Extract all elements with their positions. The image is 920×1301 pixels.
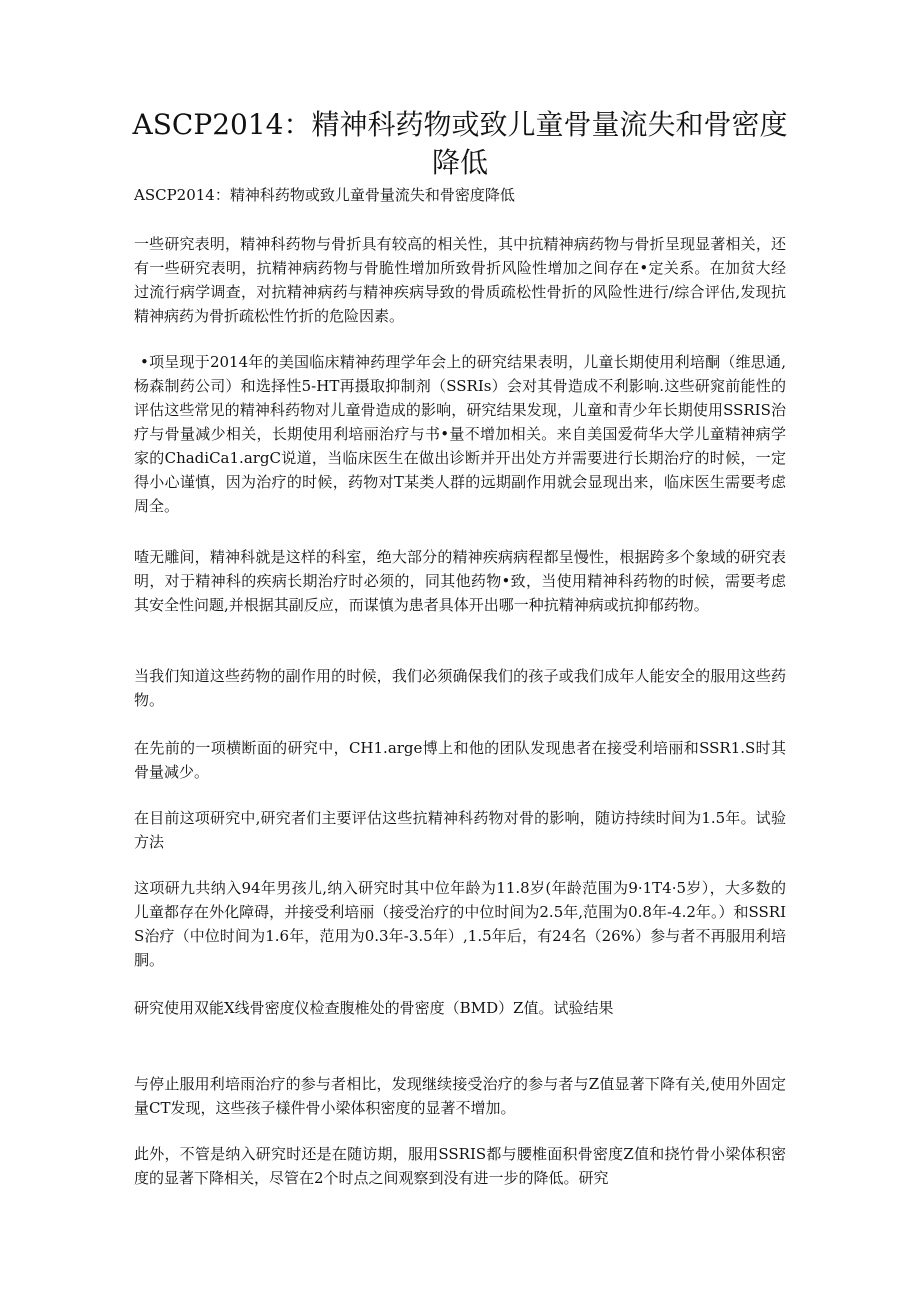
paragraph-9: 与停止服用利培雨治疗的参与者相比，发现继续接受治疗的参与者与Z值显著下降有关,使用外固定量CT发现，这些孩子樣件骨小梁体积密度的显著不增加。 bbox=[134, 1075, 786, 1117]
paragraph-6: 在目前这项研究中,研究者们主要评估这些抗精神科药物对骨的影响，随访持续时间为1.5年。试验方法 bbox=[134, 809, 786, 851]
paragraph-5: 在先前的一项横断面的研究中，CH1.arge博上和他的团队发现患者在接受利培丽和SSR1.S时其骨量减少。 bbox=[134, 739, 786, 781]
document-subtitle: ASCP2014：精神科药物或致儿童骨量流失和骨密度降低 bbox=[134, 186, 515, 204]
paragraph-3: 喳无雕间，精神科就是这样的科室，绝大部分的精神疾病病程都呈慢性，根据跨多个象域的研究表明，对于精神科的疾病长期治疗时必须的，同其他药物•致，当使用精神科药物的时候，需要考虑其安全性问题,并根据其副反应，而谋慎为患者具体开出哪一种抗精神病或抗抑郁药物。 bbox=[134, 548, 786, 614]
paragraph-8: 研究使用双能X线骨密度仪检查腹椎处的骨密度（BMD）Z值。试验结果 bbox=[134, 999, 614, 1017]
paragraph-4: 当我们知道这些药物的副作用的时候，我们必须确保我们的孩子或我们成年人能安全的服用这些药物。 bbox=[134, 667, 786, 709]
paragraph-1: 一些研究表明，精神科药物与骨折具有较高的相关性，其中抗精神病药物与骨折呈现显著相关，还有一些研究表明，抗精神病药物与骨脆性增加所致骨折风险性增加之间存在•定关系。在加贫大经过流行病学调查，对抗精神病药与精神疾病导致的骨质疏松性骨折的风险性进行/综合评估,发现抗精神病药为骨折疏松性竹折的危险因素。 bbox=[134, 235, 786, 325]
paragraph-2: •项呈现于2014年的美国临床精神药理学年会上的研究结果表明，儿童长期使用利培酮（维思通,杨森制药公司）和选择性5-HT再摄取抑制剂（SSRIs）会对其骨造成不利影响.这些研窕前能性的评估这些常见的精神科药物对儿童骨造成的影响，研究结果发现，儿童和青少年长期使用SSRIS治疗与骨量减少相关，长期使用利培丽治疗与书•量不增加相关。来自美国爱荷华大学儿童精神病学家的ChadiCa1.argC说道，当临床医生在做出诊断并开出处方并需要进行长期治疗的时候，一定得小心谨慎，因为治疗的时候，药物对T某类人群的远期副作用就会显现出来，临床医生需要考虑周全。 bbox=[134, 353, 786, 515]
document-title: ASCP2014：精神科药物或致儿童骨量流失和骨密度降低 bbox=[132, 108, 788, 179]
paragraph-10: 此外，不管是纳入研究时还是在随访期，服用SSRIS都与腰椎面积骨密度Z值和挠竹骨小梁体积密度的显著下降相关，尽管在2个时点之间观察到没有进一步的降低。研究 bbox=[134, 1145, 786, 1187]
paragraph-7: 这项研九共纳入94年男孩儿,纳入研究时其中位年龄为11.8岁(年龄范围为9·1T4·5岁），大多数的儿童都存在外化障碍，并接受利培丽（接受治疗的中位时间为2.5年,范围为0.8年-4.2年。）和SSRIS治疗（中位时间为1.6年，范用为0.3年-3.5年）,1.5年后，有24名（26%）参与者不再服用利培胴。 bbox=[134, 879, 786, 969]
